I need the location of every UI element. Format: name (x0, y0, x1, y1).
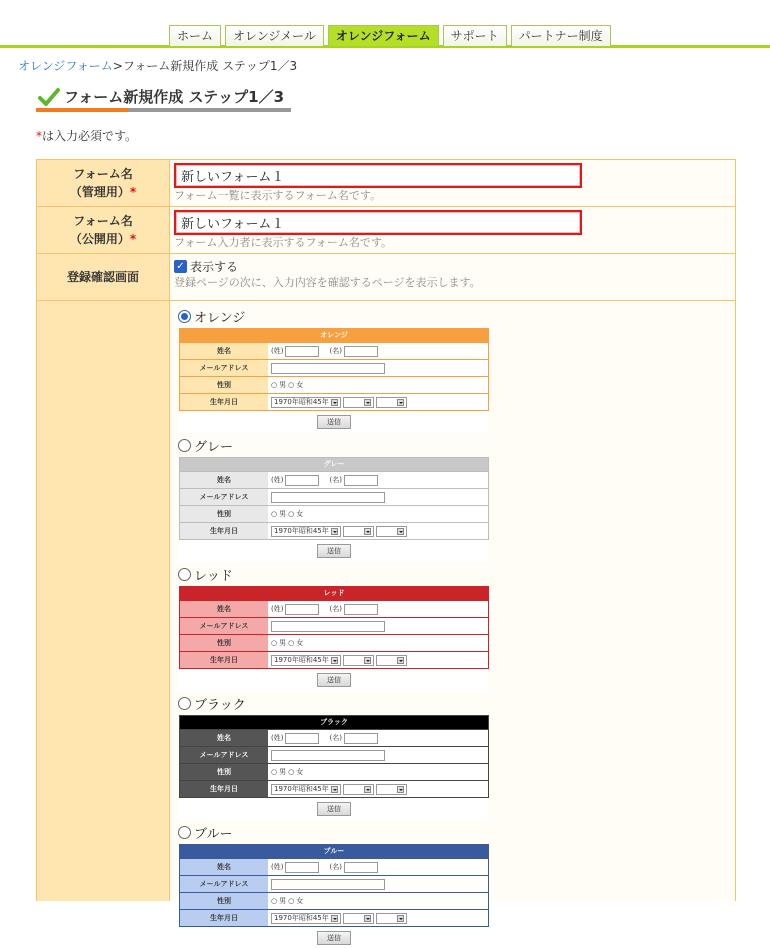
chevron-down-icon (364, 915, 371, 922)
form-name-admin-input[interactable] (174, 163, 582, 188)
preview-submit-row (179, 540, 489, 562)
preview-input (285, 733, 319, 744)
preview-header: オレンジ (180, 329, 488, 342)
preview-label: 生年月日 (180, 781, 268, 797)
preview-female: 女 (296, 768, 304, 776)
preview-female: 女 (296, 897, 304, 905)
theme-radio[interactable] (178, 697, 191, 710)
theme-radio[interactable] (178, 568, 191, 581)
preview-select (376, 526, 407, 537)
preview-male: 男 (279, 381, 287, 389)
chevron-down-icon (397, 915, 404, 922)
required-mark: * (129, 185, 137, 199)
preview-value (268, 747, 488, 763)
preview-select-value: 1970年昭和45年 (274, 785, 329, 793)
theme-name: ブラック (194, 697, 246, 713)
preview-select (343, 655, 374, 666)
theme-option (174, 693, 735, 820)
row-form-name-admin (37, 160, 735, 207)
nav-tab[interactable]: ホーム (169, 25, 221, 46)
preview-row (180, 858, 488, 875)
row-design-theme (37, 301, 735, 942)
chevron-down-icon (364, 399, 371, 406)
preview-row (180, 488, 488, 505)
preview-select (271, 784, 341, 795)
preview-select-value: 1970年昭和45年 (274, 527, 329, 535)
required-note-text: は入力必須です。 (42, 129, 138, 143)
preview-input (285, 862, 319, 873)
label-line2 (70, 183, 136, 201)
chevron-down-icon (364, 657, 371, 664)
required-mark: * (36, 129, 42, 143)
preview-input (271, 621, 385, 632)
theme-radio-row[interactable] (178, 564, 735, 584)
confirm-checkbox-label: 表示する (190, 260, 239, 274)
nav-tab[interactable]: パートナー制度 (511, 25, 611, 46)
preview-value (268, 506, 488, 522)
chevron-down-icon (397, 786, 404, 793)
confirm-checkbox-row[interactable] (174, 258, 735, 275)
breadcrumb-current: フォーム新規作成 ステップ1／3 (122, 59, 298, 73)
label-design-theme (37, 301, 170, 901)
theme-option (174, 435, 735, 562)
chevron-down-icon (331, 528, 338, 535)
theme-preview-table (179, 457, 489, 540)
theme-preview-table (179, 844, 489, 927)
preview-row (180, 359, 488, 376)
preview-female: 女 (296, 639, 304, 647)
radio-icon: ○ (288, 510, 295, 518)
preview-row (180, 651, 488, 668)
preview-last-label: (姓) (271, 734, 284, 742)
theme-name: ブルー (194, 826, 233, 842)
preview-select (271, 655, 341, 666)
confirm-checkbox[interactable]: ✓ (174, 260, 187, 273)
title-underline (36, 108, 291, 112)
preview-label: メールアドレス (180, 747, 268, 763)
preview-label: 性別 (180, 377, 268, 393)
preview-label: 姓名 (180, 730, 268, 746)
preview-input (271, 363, 385, 374)
theme-radio[interactable] (178, 310, 191, 323)
chevron-down-icon (364, 786, 371, 793)
preview-row (180, 471, 488, 488)
preview-select (343, 784, 374, 795)
preview-input (271, 750, 385, 761)
theme-radio-row[interactable] (178, 306, 735, 326)
preview-value (268, 523, 488, 539)
preview-value (268, 618, 488, 634)
form-name-public-cell (170, 207, 735, 253)
preview-select-value: 1970年昭和45年 (274, 398, 329, 406)
theme-name: グレー (194, 439, 234, 455)
preview-select (376, 655, 407, 666)
preview-row (180, 746, 488, 763)
preview-input (344, 862, 378, 873)
preview-last-label: (姓) (271, 347, 284, 355)
preview-input (344, 733, 378, 744)
preview-value (268, 377, 488, 393)
theme-preview-table (179, 328, 489, 411)
chevron-down-icon (331, 399, 338, 406)
radio-icon: ○ (288, 768, 295, 776)
preview-value (268, 343, 488, 359)
preview-value (268, 781, 488, 797)
chevron-down-icon (331, 915, 338, 922)
preview-submit-row (179, 411, 489, 433)
preview-row (180, 342, 488, 359)
preview-input (271, 879, 385, 890)
chevron-down-icon (397, 399, 404, 406)
preview-input (285, 346, 319, 357)
preview-row (180, 522, 488, 539)
preview-male: 男 (279, 768, 287, 776)
form-name-admin-cell (170, 160, 735, 206)
chevron-down-icon (331, 786, 338, 793)
theme-option (174, 306, 735, 433)
preview-first-label: (名) (329, 863, 342, 871)
global-nav (0, 0, 770, 48)
preview-label: 姓名 (180, 601, 268, 617)
preview-value (268, 601, 488, 617)
preview-first-label: (名) (329, 476, 342, 484)
preview-label: 生年月日 (180, 394, 268, 410)
preview-first-label: (名) (329, 605, 342, 613)
preview-label: メールアドレス (180, 876, 268, 892)
preview-submit-button: 送信 (317, 802, 351, 816)
checkmark-icon (38, 88, 60, 106)
nav-tab[interactable]: オレンジメール (225, 25, 324, 46)
preview-value (268, 730, 488, 746)
preview-select (271, 397, 341, 408)
chevron-down-icon (397, 528, 404, 535)
preview-submit-button: 送信 (317, 931, 351, 945)
form-settings-table (36, 159, 736, 942)
preview-label: 姓名 (180, 472, 268, 488)
breadcrumb-link-orange-form[interactable]: オレンジフォーム (18, 59, 113, 73)
preview-value (268, 394, 488, 410)
preview-value (268, 764, 488, 780)
preview-row (180, 892, 488, 909)
radio-icon: ○ (271, 639, 278, 647)
preview-select (271, 913, 341, 924)
preview-row (180, 505, 488, 522)
preview-label: メールアドレス (180, 618, 268, 634)
preview-row (180, 393, 488, 410)
preview-last-label: (姓) (271, 605, 284, 613)
preview-row (180, 634, 488, 651)
preview-select-value: 1970年昭和45年 (274, 914, 329, 922)
label-line1: フォーム名 (73, 214, 133, 228)
preview-male: 男 (279, 510, 287, 518)
preview-row (180, 617, 488, 634)
preview-value (268, 893, 488, 909)
preview-male: 男 (279, 897, 287, 905)
row-confirm-screen (37, 254, 735, 301)
label-line1: フォーム名 (73, 167, 133, 181)
preview-label: 性別 (180, 893, 268, 909)
required-note (36, 127, 137, 144)
preview-female: 女 (296, 510, 304, 518)
radio-icon: ○ (271, 381, 278, 389)
preview-select-value: 1970年昭和45年 (274, 656, 329, 664)
radio-icon: ○ (288, 381, 295, 389)
form-name-public-help: フォーム入力者に表示するフォーム名です。 (174, 236, 393, 249)
preview-first-label: (名) (329, 734, 342, 742)
preview-row (180, 729, 488, 746)
preview-label: 生年月日 (180, 652, 268, 668)
preview-value (268, 652, 488, 668)
preview-input (344, 475, 378, 486)
preview-input (344, 604, 378, 615)
preview-submit-row (179, 669, 489, 691)
radio-icon: ○ (288, 897, 295, 905)
preview-label: 性別 (180, 506, 268, 522)
preview-label: メールアドレス (180, 489, 268, 505)
preview-value (268, 489, 488, 505)
preview-label: 生年月日 (180, 910, 268, 926)
preview-row (180, 875, 488, 892)
theme-option (174, 564, 735, 691)
preview-value (268, 910, 488, 926)
breadcrumb-separator: > (112, 59, 123, 73)
preview-input (271, 492, 385, 503)
label-line2-text: （管理用） (69, 185, 130, 199)
preview-female: 女 (296, 381, 304, 389)
confirm-help: 登録ページの次に、入力内容を確認するページを表示します。 (174, 276, 481, 289)
label-line2 (70, 230, 136, 248)
preview-header: グレー (180, 458, 488, 471)
preview-label: メールアドレス (180, 360, 268, 376)
chevron-down-icon (397, 657, 404, 664)
label-confirm-screen: 登録確認画面 (37, 254, 170, 300)
preview-select (376, 913, 407, 924)
preview-value (268, 859, 488, 875)
preview-value (268, 472, 488, 488)
radio-icon: ○ (271, 510, 278, 518)
preview-row (180, 376, 488, 393)
theme-preview-table (179, 586, 489, 669)
page-title-text: フォーム新規作成 ステップ1／3 (64, 88, 285, 106)
preview-value (268, 876, 488, 892)
label-line2-text: （公開用） (69, 232, 130, 246)
nav-tab[interactable]: サポート (443, 25, 507, 46)
preview-label: 姓名 (180, 859, 268, 875)
preview-input (344, 346, 378, 357)
confirm-screen-cell (170, 254, 735, 300)
preview-input (285, 604, 319, 615)
theme-option (174, 822, 735, 949)
preview-header: ブルー (180, 845, 488, 858)
chevron-down-icon (364, 528, 371, 535)
preview-header: ブラック (180, 716, 488, 729)
preview-row (180, 600, 488, 617)
theme-radio-row[interactable] (178, 693, 735, 713)
form-name-admin-help: フォーム一覧に表示するフォーム名です。 (174, 189, 382, 202)
preview-value (268, 360, 488, 376)
breadcrumb (18, 57, 297, 74)
preview-select (343, 526, 374, 537)
theme-name: レッド (194, 568, 233, 584)
chevron-down-icon (331, 657, 338, 664)
preview-value (268, 635, 488, 651)
preview-first-label: (名) (329, 347, 342, 355)
preview-submit-row (179, 927, 489, 949)
preview-select (343, 397, 374, 408)
required-mark: * (129, 232, 137, 246)
theme-options-cell (170, 301, 735, 942)
preview-select (376, 397, 407, 408)
preview-label: 姓名 (180, 343, 268, 359)
preview-last-label: (姓) (271, 476, 284, 484)
theme-name: オレンジ (194, 310, 246, 326)
preview-select (343, 913, 374, 924)
preview-label: 性別 (180, 635, 268, 651)
radio-icon: ○ (271, 768, 278, 776)
row-form-name-public (37, 207, 735, 254)
preview-submit-button: 送信 (317, 415, 351, 429)
theme-radio[interactable] (178, 826, 191, 839)
radio-icon: ○ (288, 639, 295, 647)
page-title (38, 86, 284, 107)
theme-radio-row[interactable] (178, 435, 735, 455)
preview-submit-button: 送信 (317, 544, 351, 558)
preview-submit-row (179, 798, 489, 820)
preview-row (180, 909, 488, 926)
preview-header: レッド (180, 587, 488, 600)
preview-male: 男 (279, 639, 287, 647)
preview-last-label: (姓) (271, 863, 284, 871)
nav-tab[interactable]: オレンジフォーム (328, 25, 439, 46)
radio-icon: ○ (271, 897, 278, 905)
preview-input (285, 475, 319, 486)
preview-select (376, 784, 407, 795)
theme-preview-table (179, 715, 489, 798)
label-form-name-public (37, 207, 170, 253)
preview-row (180, 780, 488, 797)
theme-radio-row[interactable] (178, 822, 735, 842)
preview-select (271, 526, 341, 537)
preview-submit-button: 送信 (317, 673, 351, 687)
label-form-name-admin (37, 160, 170, 206)
nav-tabs (169, 25, 611, 46)
preview-label: 性別 (180, 764, 268, 780)
form-name-public-input[interactable] (174, 210, 582, 235)
theme-radio[interactable] (178, 439, 191, 452)
preview-label: 生年月日 (180, 523, 268, 539)
preview-row (180, 763, 488, 780)
